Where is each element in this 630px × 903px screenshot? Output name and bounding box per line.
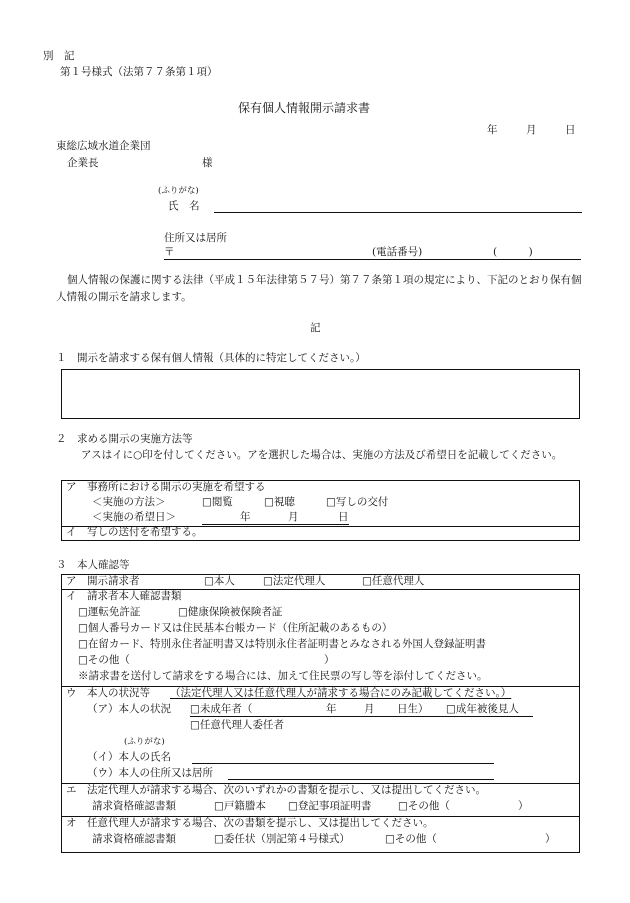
requester-legal-agent-checkbox[interactable]: □法定代理人 xyxy=(263,575,326,587)
recipient-org: 東総広域水道企業団 xyxy=(56,140,151,152)
form-number: 第１号様式（法第７７条第１項） xyxy=(60,66,218,78)
person-address-field[interactable] xyxy=(228,779,494,780)
preferred-date-label: ＜実施の希望日＞ xyxy=(92,511,176,523)
applicant-address-field[interactable] xyxy=(164,259,581,260)
date-month-label: 月 xyxy=(526,124,537,136)
preferred-month: 月 xyxy=(288,511,299,523)
ki-mark: 記 xyxy=(310,322,321,334)
recipient-role: 企業長 xyxy=(67,157,99,169)
status-underline xyxy=(190,716,533,717)
person-name-field[interactable] xyxy=(192,763,494,764)
person-status-label: ウ 本人の状況等 xyxy=(66,687,150,699)
date-day-label: 日 xyxy=(565,124,576,136)
person-name-label: （イ）本人の氏名 xyxy=(87,751,171,763)
section1-heading: １ 開示を請求する保有個人情報（具体的に特定してください。） xyxy=(56,352,366,364)
status-birth-year: 年 xyxy=(326,703,337,715)
voluntary-agent-docs-label: 請求資格確認書類 xyxy=(92,833,176,845)
legal-agent-registry-checkbox[interactable]: □登記事項証明書 xyxy=(288,800,372,812)
voluntary-agent-label: オ 任意代理人が請求する場合、次の書類を提示し、又は提出してください。 xyxy=(66,817,434,829)
section2-heading: ２ 求める開示の実施方法等 xyxy=(56,433,193,445)
doc-mynumber-checkbox[interactable]: □個人番号カード又は住民基本台帳カード（住所記載のあるもの） xyxy=(78,622,393,634)
doc-insurance-checkbox[interactable]: □健康保険被保険者証 xyxy=(178,606,283,618)
preferred-day: 日 xyxy=(338,511,349,523)
person-furigana-label: (ふりがな) xyxy=(124,737,165,747)
voluntary-agent-other-checkbox[interactable]: □その他（ xyxy=(385,833,437,845)
requester-voluntary-agent-checkbox[interactable]: □任意代理人 xyxy=(362,575,425,587)
requester-label: ア 開示請求者 xyxy=(66,575,140,587)
section3-heading: ３ 本人確認等 xyxy=(56,559,130,571)
legal-agent-other-checkbox[interactable]: □その他（ xyxy=(398,800,450,812)
legal-agent-label: エ 法定代理人が請求する場合、次のいずれかの書類を提示し、又は提出してください。 xyxy=(66,784,486,796)
person-address-label: （ウ）本人の住所又は居所 xyxy=(87,767,213,779)
section2-option-a[interactable]: ア 事務所における開示の実施を希望する xyxy=(66,481,266,493)
preferred-date-field[interactable] xyxy=(202,524,349,525)
preferred-year: 年 xyxy=(240,511,251,523)
phone-parens: ( ) xyxy=(493,246,533,258)
postal-mark: 〒 xyxy=(164,246,175,258)
phone-label: (電話番号) xyxy=(372,246,423,258)
doc-license-checkbox[interactable]: □運転免許証 xyxy=(78,606,141,618)
method-label: ＜実施の方法＞ xyxy=(92,496,166,508)
intro-paragraph: 個人情報の保護に関する法律（平成１５年法律第５７号）第７７条第１項の規定により、下記のとおり保有個人情報の開示を請求します。 xyxy=(56,274,582,303)
status-subheading: （ア）本人の状況 xyxy=(87,703,171,715)
applicant-name-field[interactable] xyxy=(214,212,582,213)
section1-input-box[interactable] xyxy=(61,369,580,419)
status-birth-month: 月 xyxy=(364,703,375,715)
method-watch-checkbox[interactable]: □視聴 xyxy=(264,496,295,508)
recipient-honorific: 様 xyxy=(202,157,213,169)
requester-self-checkbox[interactable]: □本人 xyxy=(204,575,235,587)
doc-other-close: ） xyxy=(324,654,335,666)
legal-agent-koseki-checkbox[interactable]: □戸籍謄本 xyxy=(214,800,266,812)
id-docs-label: イ 請求者本人確認書類 xyxy=(66,590,182,602)
status-minor-checkbox[interactable]: □未成年者（ xyxy=(190,703,253,715)
legal-agent-other-close: ） xyxy=(518,800,529,812)
person-status-note: （法定代理人又は任意代理人が請求する場合にのみ記載してください。） xyxy=(170,687,512,699)
section2-instruction: アスはイに○印を付してください。アを選択した場合は、実施の方法及び希望日を記載してください。 xyxy=(81,449,563,461)
voluntary-agent-other-close: ） xyxy=(545,833,556,845)
document-title: 保有個人情報開示請求書 xyxy=(238,101,371,115)
appendix-label: 別 記 xyxy=(43,50,75,62)
applicant-furigana-label: (ふりがな) xyxy=(158,186,199,196)
applicant-address-label: 住所又は居所 xyxy=(164,232,227,244)
legal-agent-docs-label: 請求資格確認書類 xyxy=(92,800,176,812)
method-copy-checkbox[interactable]: □写しの交付 xyxy=(326,496,389,508)
doc-other-checkbox[interactable]: □その他（ xyxy=(78,654,130,666)
status-principal-checkbox[interactable]: □任意代理人委任者 xyxy=(190,719,284,731)
section2-option-i[interactable]: イ 写しの送付を希望する。 xyxy=(66,526,203,538)
doc-residence-card-checkbox[interactable]: □在留カード、特別永住者証明書又は特別永住者証明書とみなされる外国人登録証明書 xyxy=(78,638,486,650)
status-birth-day: 日生） xyxy=(397,703,429,715)
doc-note: ※請求書を送付して請求をする場合には、加えて住民票の写し等を添付してください。 xyxy=(78,670,488,682)
voluntary-agent-proxy-checkbox[interactable]: □委任状（別記第４号様式） xyxy=(214,833,350,845)
status-guardian-checkbox[interactable]: □成年被後見人 xyxy=(446,703,519,715)
applicant-name-label: 氏 名 xyxy=(168,200,200,212)
method-view-checkbox[interactable]: □閲覧 xyxy=(202,496,233,508)
date-year-label: 年 xyxy=(487,124,498,136)
